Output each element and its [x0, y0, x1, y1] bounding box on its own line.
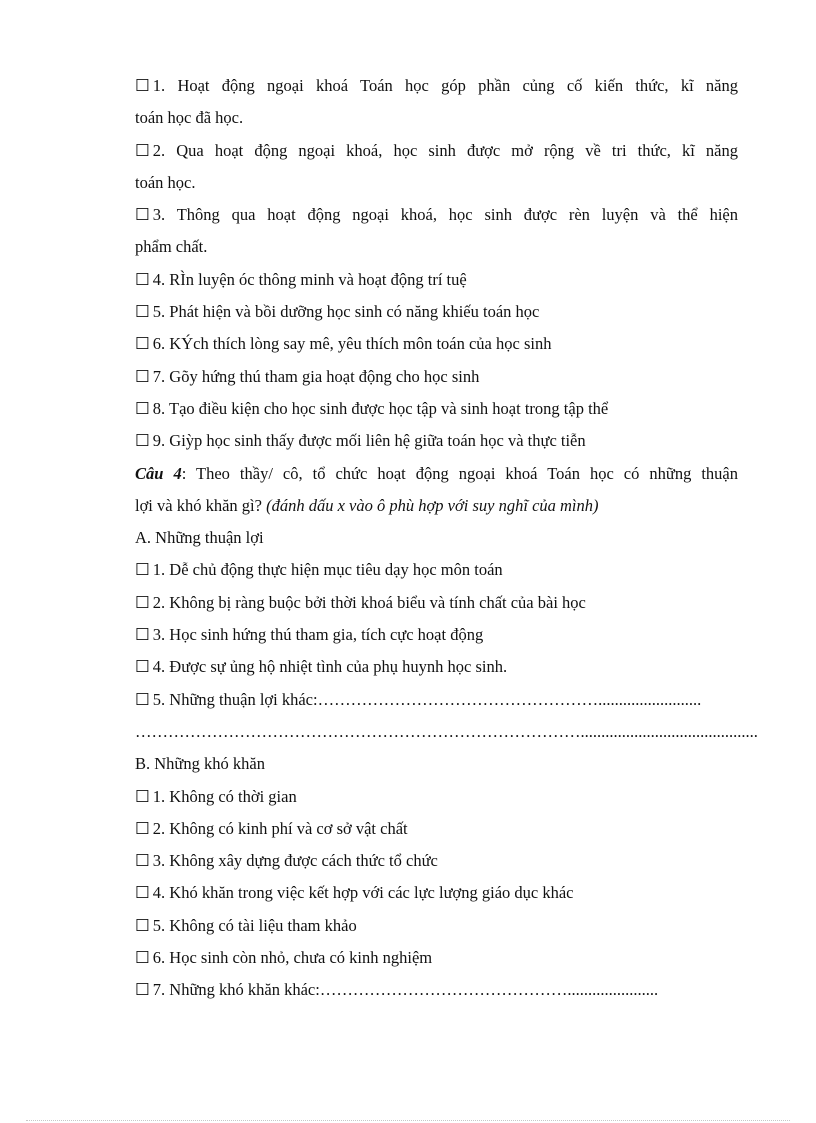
item-continuation: toán học đã học. [135, 108, 244, 128]
item-text: 2. Không bị ràng buộc bởi thời khoá biểu và tính chất của bài học [152, 592, 586, 612]
list-item [135, 974, 738, 1006]
survey-content [135, 70, 758, 1007]
list-item [135, 651, 738, 683]
list-item [135, 135, 738, 167]
list-item [135, 845, 738, 877]
checkbox[interactable]: ☐ [135, 140, 150, 160]
fill-line[interactable]: ………………………………………………………………………........................................... [135, 721, 758, 741]
list-item [135, 781, 738, 813]
list-item [135, 361, 738, 393]
list-item [135, 813, 738, 845]
checkbox[interactable]: ☐ [135, 915, 150, 935]
checkbox[interactable]: ☐ [135, 592, 150, 612]
question-4-continuation [135, 490, 738, 522]
list-item [135, 554, 738, 586]
question-text-cont: lợi và khó khăn gì? [135, 495, 267, 515]
list-item [135, 910, 738, 942]
list-item [135, 199, 738, 231]
checkbox[interactable]: ☐ [135, 689, 150, 709]
question-instruction: (đánh dấu x vào ô phù hợp với suy nghĩ của mình) [266, 495, 599, 515]
list-item [135, 684, 738, 716]
list-item [135, 393, 738, 425]
checkbox[interactable]: ☐ [135, 818, 150, 838]
checkbox[interactable]: ☐ [135, 883, 150, 903]
list-item [135, 587, 738, 619]
list-item [135, 619, 738, 651]
item-text: 9. Giỳp học sinh thấy được mối liên hệ giữa toán học và thực tiễn [152, 431, 586, 451]
item-text: 7. Gõy hứng thú tham gia hoạt động cho học sinh [152, 366, 480, 386]
item-text: 1. Không có thời gian [152, 786, 297, 806]
list-item [135, 328, 738, 360]
item-text: 4. Khó khăn trong việc kết hợp với các lực lượng giáo dục khác [152, 883, 574, 903]
item-text: 3. Học sinh hứng thú tham gia, tích cực hoạt động [152, 625, 484, 645]
item-continuation: phẩm chất. [135, 237, 208, 257]
item-text: 3. Không xây dựng được cách thức tổ chức [152, 851, 438, 871]
section-a-title: A. Những thuận lợi [135, 528, 264, 548]
item-text: 6. Học sinh còn nhỏ, chưa có kinh nghiệm [152, 948, 433, 968]
item-text: 4. RÌn luyện óc thông minh và hoạt động trí tuệ [152, 269, 467, 289]
checkbox[interactable]: ☐ [135, 398, 150, 418]
item-text: 4. Được sự ủng hộ nhiệt tình của phụ huynh học sinh. [152, 657, 508, 677]
item-text: 8. Tạo điều kiện cho học sinh được học tập và sinh hoạt trong tập thể [152, 398, 609, 418]
checkbox[interactable]: ☐ [135, 366, 150, 386]
item-text: 5. Không có tài liệu tham khảo [152, 915, 357, 935]
item-text: 1. Hoạt động ngoại khoá Toán học góp phần củng cố kiến thức, kĩ năng [152, 76, 738, 95]
list-item [135, 296, 738, 328]
item-continuation: toán học. [135, 172, 196, 192]
checkbox[interactable]: ☐ [135, 269, 150, 289]
checkbox[interactable]: ☐ [135, 980, 150, 1000]
checkbox[interactable]: ☐ [135, 657, 150, 677]
checkbox[interactable]: ☐ [135, 76, 150, 95]
checkbox[interactable]: ☐ [135, 560, 150, 580]
section-b-title: B. Những khó khăn [135, 754, 265, 774]
list-item [135, 264, 738, 296]
item-text: 6. KÝch thích lòng say mê, yêu thích môn toán của học sinh [152, 334, 552, 354]
list-item [135, 942, 738, 974]
checkbox[interactable]: ☐ [135, 334, 150, 354]
item-text: 2. Qua hoạt động ngoại khoá, học sinh được mở rộng về tri thức, kĩ năng [152, 140, 738, 160]
checkbox[interactable]: ☐ [135, 302, 150, 322]
checkbox[interactable]: ☐ [135, 948, 150, 968]
list-item [135, 70, 738, 102]
question-label: Câu 4 [135, 463, 182, 483]
question-4 [135, 458, 738, 490]
question-text: : Theo thầy/ cô, tổ chức hoạt động ngoại khoá Toán học có những thuận [181, 463, 738, 483]
footer-divider [26, 1120, 790, 1121]
item-text-other[interactable]: 5. Những thuận lợi khác:……………………………………………......................... [152, 689, 702, 709]
item-text: 2. Không có kinh phí và cơ sở vật chất [152, 818, 408, 838]
item-text-other[interactable]: 7. Những khó khăn khác:………………………………………...................... [152, 980, 659, 1000]
checkbox[interactable]: ☐ [135, 786, 150, 806]
list-item [135, 877, 738, 909]
checkbox[interactable]: ☐ [135, 625, 150, 645]
item-text: 3. Thông qua hoạt động ngoại khoá, học sinh được rèn luyện và thể hiện [152, 205, 738, 225]
list-item [135, 425, 738, 457]
checkbox[interactable]: ☐ [135, 205, 150, 225]
item-text: 5. Phát hiện và bồi dưỡng học sinh có năng khiếu toán học [152, 302, 540, 322]
checkbox[interactable]: ☐ [135, 431, 150, 451]
item-text: 1. Dễ chủ động thực hiện mục tiêu dạy học môn toán [152, 560, 503, 580]
checkbox[interactable]: ☐ [135, 851, 150, 871]
